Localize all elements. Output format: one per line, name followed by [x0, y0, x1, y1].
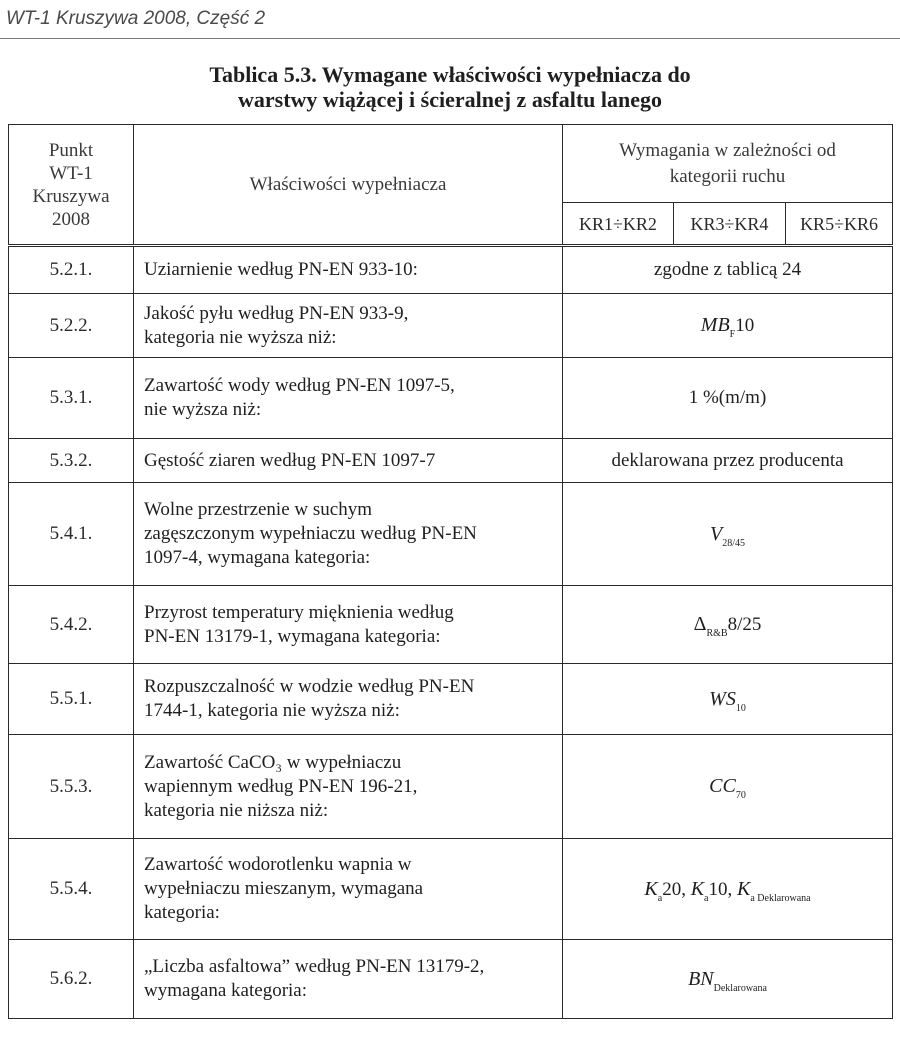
requirement-subscript: a	[657, 892, 663, 904]
property-line: kategoria:	[144, 902, 220, 923]
property-line: kategoria nie wyższa niż:	[144, 326, 337, 348]
row-punkt: 5.2.2.	[9, 294, 134, 358]
requirement-symbol: MB	[700, 314, 730, 336]
row-punkt: 5.5.3.	[9, 735, 134, 839]
property-line: kategoria nie niższa niż:	[144, 799, 329, 821]
requirement-text: zgodne z tablicą 24	[653, 259, 802, 280]
requirement-symbol: CC	[709, 775, 736, 797]
property-line: Przyrost temperatury mięknienia według	[144, 601, 454, 623]
property-line: PN-EN 13179-1, wymagana kategoria:	[144, 625, 441, 647]
row-requirement	[563, 664, 893, 735]
row-property	[134, 358, 563, 439]
row-requirement	[563, 586, 893, 664]
requirement-subscript: 28/45	[722, 537, 745, 549]
header-category-kr5-kr6: KR5÷KR6	[786, 203, 893, 246]
requirement-subscript: F	[729, 329, 736, 340]
row-property	[134, 664, 563, 735]
property-line: 1744-1, kategoria nie wyższa niż:	[144, 700, 400, 721]
header-property: Właściwości wypełniacza	[134, 125, 563, 246]
row-requirement	[563, 735, 893, 839]
row-property	[134, 439, 563, 483]
property-line: Wolne przestrzenie w suchym	[144, 499, 372, 520]
row-punkt: 5.3.1.	[9, 358, 134, 439]
table-row	[9, 439, 893, 483]
header-requirements-line: kategorii ruchu	[669, 165, 786, 187]
header-punkt-line: WT-1	[49, 162, 93, 184]
row-requirement	[563, 940, 893, 1019]
table-row	[9, 358, 893, 439]
property-line: wapiennym według PN-EN 196-21,	[144, 775, 418, 797]
table-row	[9, 839, 893, 940]
requirement-symbol: Δ	[693, 613, 707, 635]
requirement-symbol: V	[710, 522, 723, 545]
requirement-subscript: R&B	[706, 628, 728, 639]
row-punkt: 5.5.4.	[9, 839, 134, 940]
table-title	[0, 62, 900, 112]
property-line: nie wyższa niż:	[144, 399, 262, 420]
row-property	[134, 940, 563, 1019]
requirement-subscript: 10	[735, 702, 746, 714]
requirement-text: deklarowana przez producenta	[611, 449, 844, 471]
row-punkt: 5.4.2.	[9, 586, 134, 664]
row-requirement: $K_a20$, $K_a10$, $K_{a Deklarowana}$	[563, 839, 893, 940]
header-category-kr3-kr4: KR3÷KR4	[674, 203, 786, 246]
row-property	[134, 586, 563, 664]
header-punkt-line: Kruszywa	[32, 185, 110, 207]
requirement-subscript: a Deklarowana	[750, 892, 811, 904]
property-line: „Liczba asfaltowa” według PN-EN 13179-2,	[144, 956, 485, 977]
table-row	[9, 246, 893, 294]
property-line: Zawartość CaCO₃ w wypełniaczu	[144, 751, 402, 773]
row-punkt: 5.5.1.	[9, 664, 134, 735]
requirement-symbol: BN	[688, 967, 714, 990]
property-line: wypełniaczu mieszanym, wymagana	[144, 878, 424, 899]
property-line: Uziarnienie według PN-EN 933-10:	[144, 259, 418, 280]
table-row	[9, 664, 893, 735]
row-punkt: 5.6.2.	[9, 940, 134, 1019]
row-property	[134, 735, 563, 839]
property-line: 1097-4, wymagana kategoria:	[144, 547, 371, 568]
row-property	[134, 483, 563, 586]
row-requirement	[563, 439, 893, 483]
table-row	[9, 294, 893, 358]
property-line: Gęstość ziaren według PN-EN 1097-7	[144, 449, 436, 471]
row-property	[134, 246, 563, 294]
header-category-kr1-kr2: KR1÷KR2	[563, 203, 674, 246]
property-line: Zawartość wody według PN-EN 1097-5,	[144, 375, 455, 396]
table-row	[9, 735, 893, 839]
row-requirement	[563, 246, 893, 294]
requirements-table	[8, 124, 893, 1019]
header-punkt-line: 2008	[52, 208, 90, 230]
row-property	[134, 294, 563, 358]
header-requirements	[563, 125, 893, 203]
requirement-symbol: K	[737, 877, 751, 900]
row-punkt: 5.3.2.	[9, 439, 134, 483]
property-line: Rozpuszczalność w wodzie według PN-EN	[144, 676, 475, 697]
property-line: zagęszczonym wypełniaczu według PN-EN	[144, 523, 477, 544]
requirement-symbol: WS	[709, 687, 736, 710]
requirement-subscript: Deklarowana	[713, 982, 767, 994]
requirement-value: 8/25	[727, 614, 762, 635]
header-requirements-line: Wymagania w zależności od	[619, 139, 836, 161]
requirement-text: 1 %(m/m)	[688, 387, 767, 408]
requirement-subscript: 70	[735, 790, 746, 801]
row-punkt: 5.4.1.	[9, 483, 134, 586]
requirement-value: 10	[708, 878, 728, 900]
table-row	[9, 940, 893, 1019]
property-line: wymagana kategoria:	[144, 980, 308, 1001]
row-requirement	[563, 294, 893, 358]
header-rule	[0, 38, 900, 39]
row-requirement	[563, 483, 893, 586]
header-punkt	[9, 125, 134, 246]
header-punkt-line: Punkt	[48, 139, 94, 161]
requirement-subscript: a	[704, 892, 709, 904]
requirement-value: 10	[735, 315, 755, 336]
row-property	[134, 839, 563, 940]
property-line: Jakość pyłu według PN-EN 933-9,	[144, 302, 409, 324]
property-line: Zawartość wodorotlenku wapnia w	[144, 854, 412, 875]
requirement-value: 20	[662, 878, 682, 900]
row-requirement	[563, 358, 893, 439]
table-row	[9, 586, 893, 664]
row-punkt: 5.2.1.	[9, 246, 134, 294]
requirement-symbol: K	[690, 877, 705, 900]
running-head: WT-1 Kruszywa 2008, Część 2	[6, 8, 266, 29]
table-row	[9, 483, 893, 586]
requirement-symbol: K	[644, 877, 658, 900]
table-title-line-2: warstwy wiążącej i ścieralnej z asfaltu lanego	[237, 87, 662, 112]
table-title-line-1: Tablica 5.3. Wymagane właściwości wypełniacza do	[209, 62, 691, 87]
